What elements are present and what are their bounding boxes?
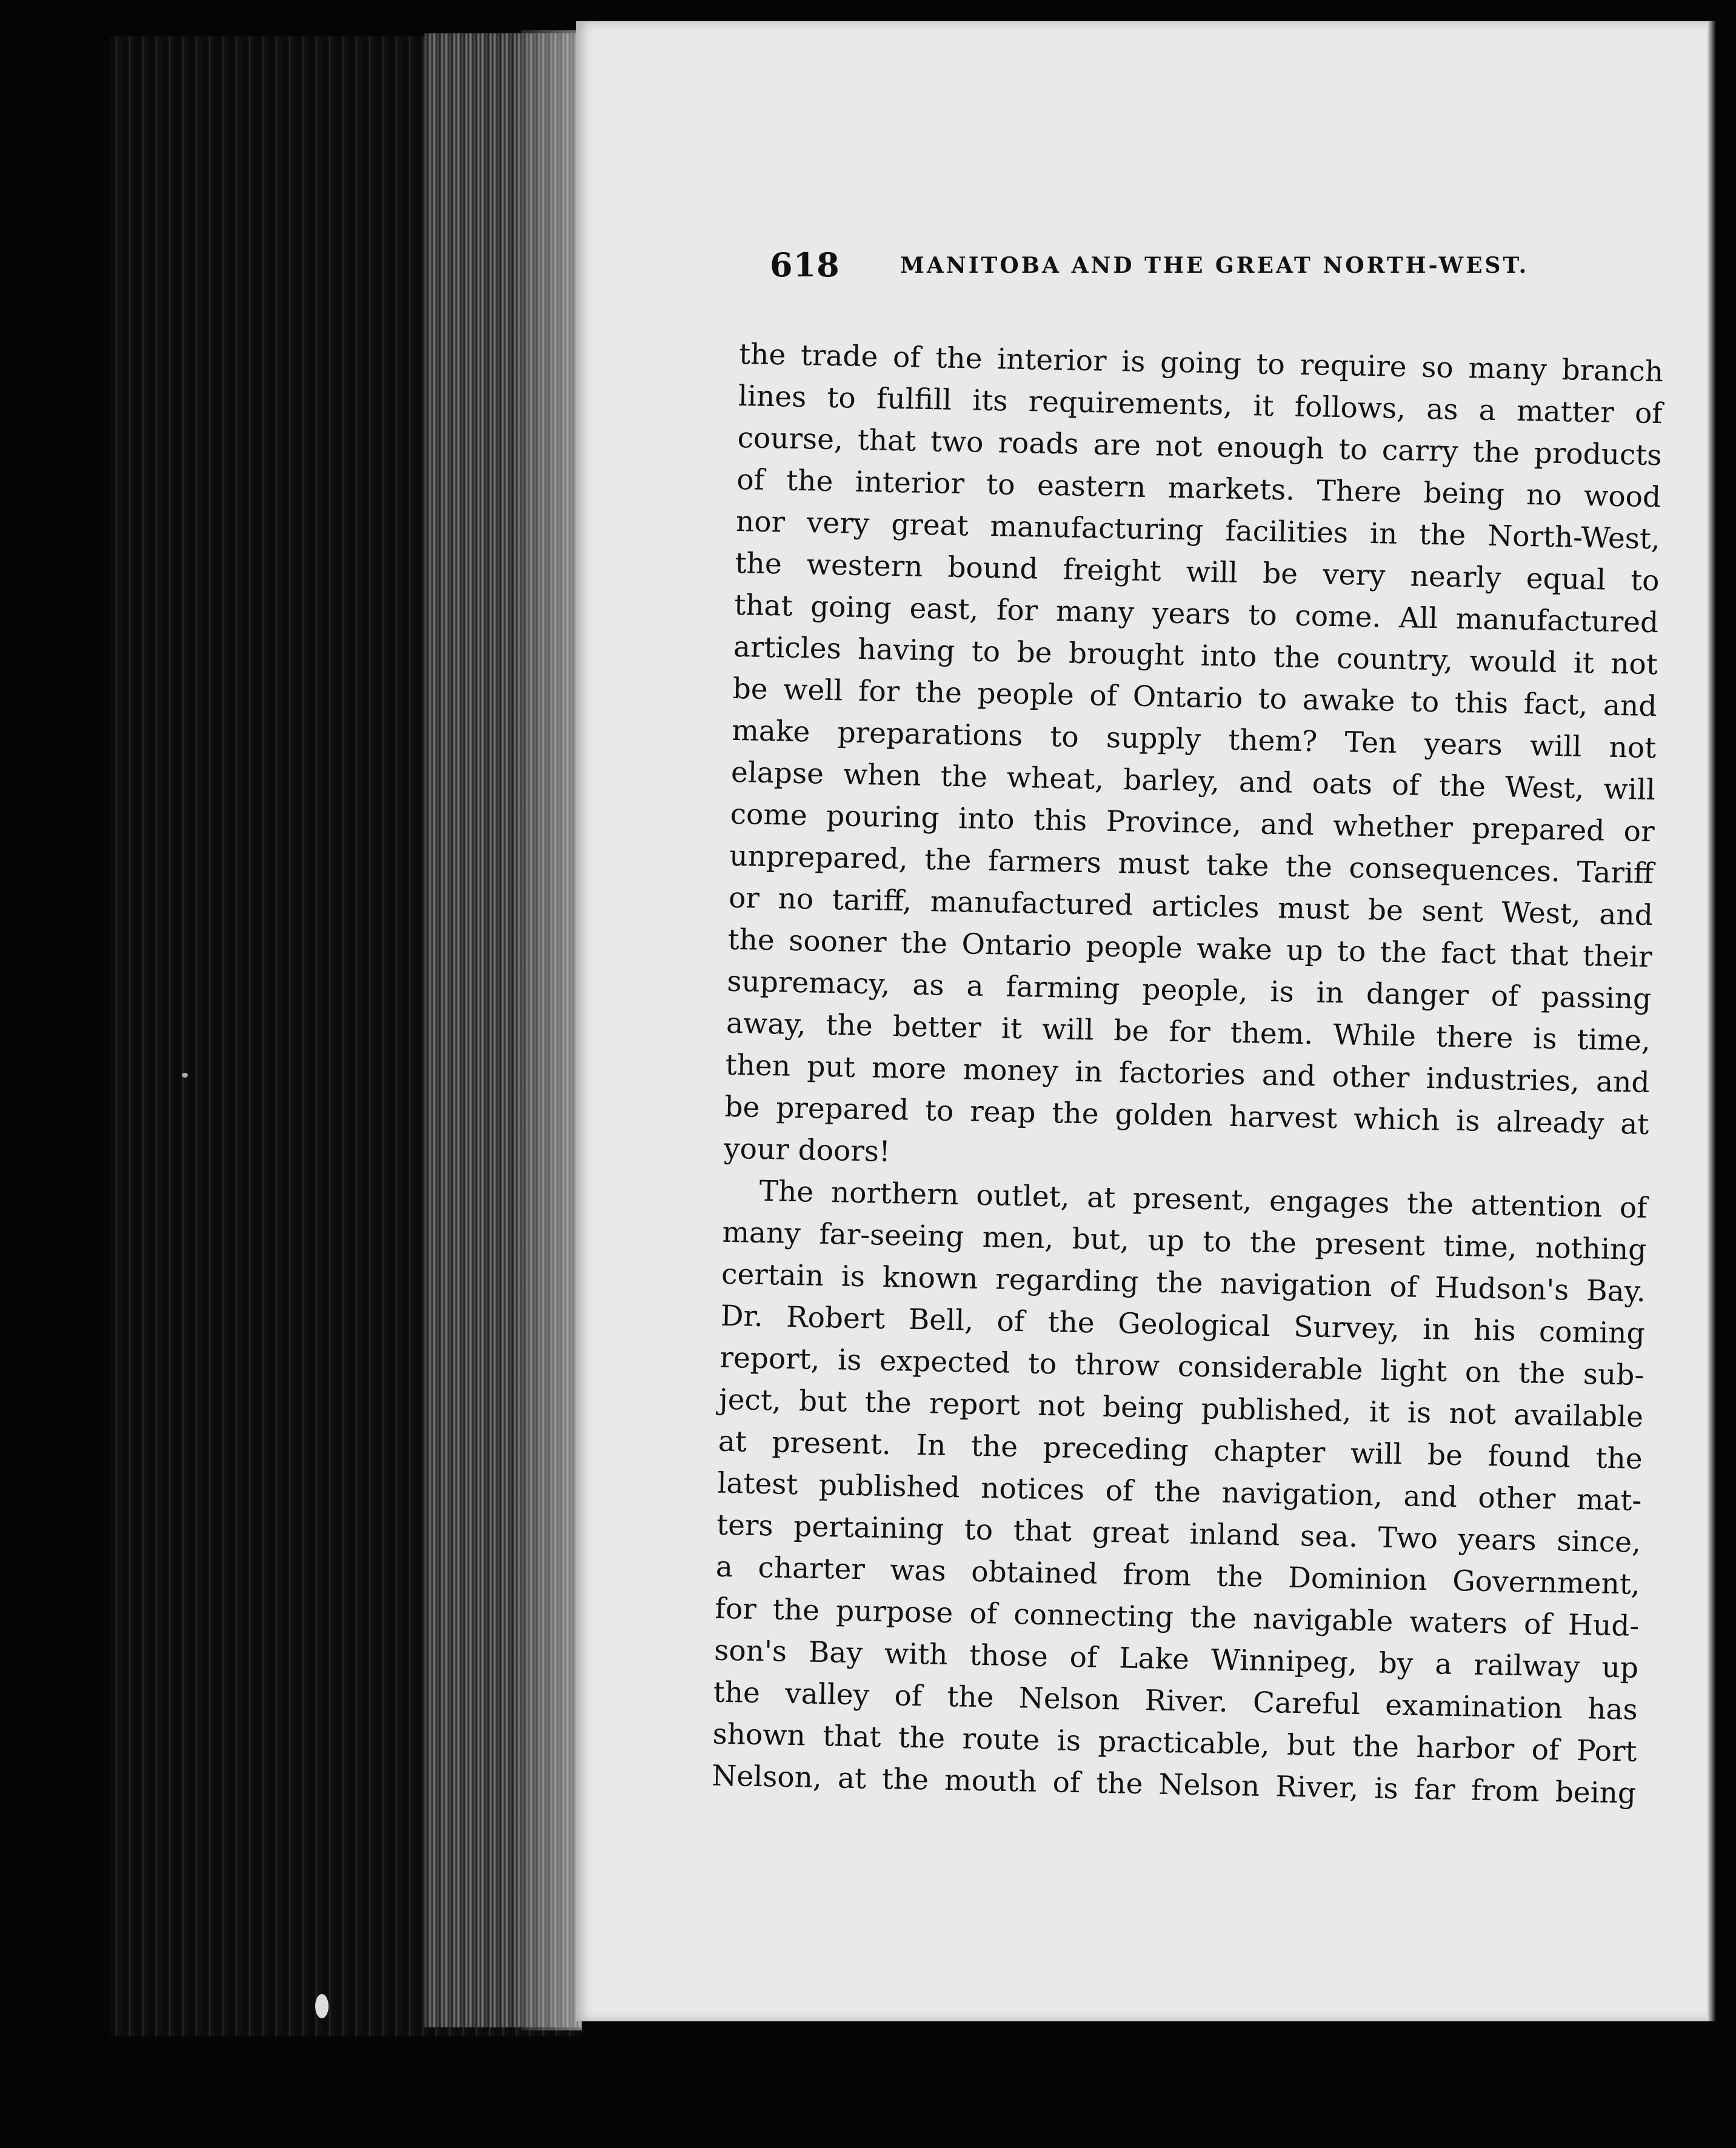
text-line: latest published notices of the navigation, and other mat- [717,1466,1642,1518]
text-line: elapse when the wheat, barley, and oats of the West, will [730,755,1656,807]
text-line: the western bound freight will be very nearly equal to [735,546,1660,598]
text-line: then put more money in factories and other industries, and [725,1048,1651,1100]
text-line: of the interior to eastern markets. There being no wood [736,462,1661,515]
text-line: be prepared to reap the golden harvest which is already at [724,1090,1649,1142]
text-line: report, is expected to throw considerable light on the sub- [719,1341,1644,1392]
dust-speck [182,1073,188,1078]
text-line: the valley of the Nelson River. Careful examination has [713,1675,1638,1727]
text-line: come pouring into this Province, and whether prepared or [730,797,1655,849]
text-line: Dr. Robert Bell, of the Geological Survey, in his coming [720,1299,1646,1350]
text-line: unprepared, the farmers must take the consequences. Tariff [729,839,1654,891]
text-line: son's Bay with those of Lake Winnipeg, by a railway up [713,1633,1639,1685]
text-line: articles having to be brought into the country, would it not [733,630,1658,682]
text-line: Nelson, at the mouth of the Nelson River, is far from being [711,1759,1637,1810]
text-line: supremacy, as a farming people, is in danger of passing [726,964,1652,1016]
text-line: ters pertaining to that great inland sea. Two years since, [716,1508,1641,1559]
text-line: at present. In the preceding chapter will be found the [718,1424,1643,1476]
running-head [770,245,1558,294]
text-line: away, the better it will be for them. While there is time, [726,1006,1651,1058]
text-line: or no tariff, manufactured articles must be sent West, and [728,881,1654,933]
book-page-edges-fade [521,30,582,2030]
text-line: be well for the people of Ontario to awake to this fact, and [732,672,1657,724]
text-line: ject, but the report not being published, it is not available [718,1383,1644,1434]
text-line: a charter was obtained from the Dominion Government, [715,1550,1641,1601]
text-line: that going east, for many years to come. All manufactured [733,588,1659,640]
text-line: shown that the route is practicable, but the harbor of Port [712,1717,1637,1769]
text-line: for the purpose of connecting the navigable waters of Hud- [715,1592,1640,1643]
text-line: lines to fulfill its requirements, it follows, as a matter of [738,379,1663,431]
text-line: nor very great manufacturing facilities in the North-West, [735,504,1661,556]
text-line: certain is known regarding the navigation of Hudson's Bay. [721,1257,1646,1309]
text-line: many far-seeing men, but, up to the present time, nothing [721,1215,1647,1267]
dust-speck [315,1994,329,2018]
page-number: 618 [770,245,840,284]
running-title: MANITOBA AND THE GREAT NORTH-WEST. [900,253,1529,278]
book-page [576,21,1715,2021]
text-line: course, that two roads are not enough to carry the products [737,421,1662,473]
text-line: the trade of the interior is going to require so many branch [738,337,1664,389]
text-line: the sooner the Ontario people wake up to the fact that their [727,922,1653,975]
text-line: make preparations to supply them? Ten years will not [731,713,1657,765]
text-line: The northern outlet, at present, engages the attention of [759,1174,1648,1226]
text-line: your doors! [723,1132,891,1169]
body-text [712,333,1664,1815]
